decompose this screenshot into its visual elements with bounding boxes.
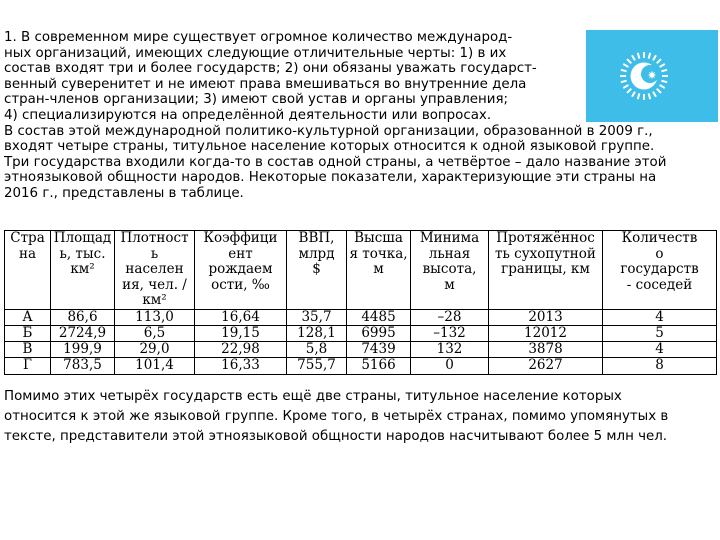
emblem-ray — [627, 59, 631, 63]
emblem-ray — [632, 55, 635, 60]
table-cell: 4 — [603, 309, 717, 325]
header-text: Площад — [53, 230, 112, 246]
header-text: Коэффици — [203, 230, 278, 246]
emblem-ray — [621, 70, 627, 72]
intro-line: состав входят три и более государств; 2) они обязаны уважать государст- — [4, 61, 537, 77]
table-cell: 4 — [603, 342, 717, 358]
table-cell: 3878 — [489, 342, 603, 358]
emblem-ray — [653, 92, 656, 97]
table-header-cell — [115, 231, 195, 310]
outro-line: Помимо этих четырёх государств есть ещё две страны, титульное население которых — [4, 389, 622, 404]
table-cell: –28 — [411, 309, 489, 325]
header-text: льная — [428, 245, 471, 262]
country-indicators-table — [4, 230, 717, 375]
table-header-cell — [5, 231, 51, 310]
table-cell: 16,64 — [195, 309, 287, 325]
emblem-ray — [660, 64, 665, 67]
emblem-ray — [623, 64, 628, 67]
header-text: Стра — [10, 230, 45, 246]
table-cell: 86,6 — [51, 309, 115, 325]
emblem-ray — [623, 85, 628, 88]
header-text: рождаем — [208, 261, 273, 277]
intro-line: 1. В современном мире существует огромное количество международ- — [4, 30, 513, 45]
table-cell: 35,7 — [287, 309, 347, 325]
crescent-star-emblem-icon — [586, 30, 718, 122]
table-cell: 101,4 — [115, 358, 195, 374]
header-text: населен — [125, 261, 184, 277]
header-text: границы, км — [501, 261, 590, 277]
header-text: высота, — [422, 261, 477, 277]
emblem-ray — [660, 85, 665, 88]
intro-line: ных организаций, имеющих следующие отличительные черты: 1) в их — [4, 45, 507, 61]
header-text: ь, тыс. — [59, 245, 106, 262]
header-text: - соседей — [626, 276, 693, 293]
table-cell: 113,0 — [115, 309, 195, 325]
table-cell: 8 — [603, 358, 717, 374]
table-cell: 2627 — [489, 358, 603, 374]
emblem-ray — [621, 81, 627, 83]
emblem-ray — [632, 92, 635, 97]
header-text: $ — [312, 261, 321, 277]
table-row — [5, 358, 717, 374]
intro-line: 2016 г., представлены в таблице. — [4, 185, 244, 201]
table-cell: Б — [5, 325, 51, 341]
organization-flag — [586, 30, 718, 122]
table-row — [5, 325, 717, 341]
header-text: Количеств — [621, 230, 698, 246]
table-header-cell — [287, 231, 347, 310]
table-cell: 755,7 — [287, 358, 347, 374]
emblem-ray — [657, 89, 661, 93]
table-header-cell — [489, 231, 603, 310]
emblem-ray — [661, 81, 667, 83]
intro-line: В состав этой международной политико-культурной организации, образованной в 2009 г., — [4, 123, 653, 139]
table-cell: 5 — [603, 325, 717, 341]
header-text: ости, ‰ — [211, 276, 270, 293]
header-text: на — [18, 245, 37, 262]
outro-line: тексте, представители этой этноязыковой общности народов насчитывают более 5 млн чел. — [4, 429, 668, 444]
header-text: о — [655, 245, 664, 262]
emblem-ray — [657, 59, 661, 63]
intro-line: венный суверенитет и не имеют права вмешиваться во внутренние дела — [4, 76, 527, 92]
header-text: Минима — [419, 230, 480, 246]
table-cell: Г — [5, 358, 51, 374]
intro-line: входят четыре страны, титульное население которых относится к одной языковой группе. — [4, 139, 655, 155]
table-cell: 2724,9 — [51, 325, 115, 341]
table-header-cell — [347, 231, 411, 310]
emblem-ray — [661, 70, 667, 72]
table-cell: В — [5, 342, 51, 358]
emblem-star — [648, 71, 657, 80]
outro-line: относится к этой же языковой группе. Кроме того, в четырёх странах, помимо упомянутых в — [4, 409, 669, 424]
table-cell: 19,15 — [195, 325, 287, 341]
table-cell: 22,98 — [195, 342, 287, 358]
header-text: Протяжённос — [496, 230, 595, 246]
table-cell: 783,5 — [51, 358, 115, 374]
table-cell: 128,1 — [287, 325, 347, 341]
header-text: Плотност — [120, 230, 189, 246]
emblem-ray — [627, 89, 631, 93]
emblem-ray — [638, 93, 640, 99]
header-text: государств — [620, 261, 699, 277]
emblem-ray — [649, 93, 651, 99]
table-cell: 132 — [411, 342, 489, 358]
header-text: млрд — [298, 245, 335, 262]
header-text: Высша — [354, 230, 403, 246]
table-cell: 12012 — [489, 325, 603, 341]
header-text: км² — [142, 292, 167, 308]
header-text: ия, чел. / — [122, 276, 187, 293]
header-text: ВВП, — [298, 230, 335, 246]
header-text: ть сухопутной — [495, 245, 596, 262]
table-header-cell — [195, 231, 287, 310]
table-cell: 2013 — [489, 309, 603, 325]
header-text: м — [373, 261, 384, 277]
table-cell: А — [5, 309, 51, 325]
header-text: км² — [70, 261, 95, 277]
table-cell: 29,0 — [115, 342, 195, 358]
intro-line: Три государства входили когда-то в состав одной страны, а четвёртое – дало название этой — [4, 154, 667, 170]
emblem-ray — [649, 53, 651, 59]
table-cell: 16,33 — [195, 358, 287, 374]
table-header-cell — [603, 231, 717, 310]
table-cell: 6995 — [347, 325, 411, 341]
intro-line: стран-членов организации; 3) имеют свой устав и органы управления; — [4, 92, 509, 108]
table-cell: 7439 — [347, 342, 411, 358]
emblem-ray — [638, 53, 640, 59]
outro-text — [4, 387, 716, 447]
header-text: ь — [150, 245, 159, 262]
table-cell: 6,5 — [115, 325, 195, 341]
header-text: м — [444, 276, 455, 293]
table-header-row — [5, 231, 717, 310]
table-header-cell — [411, 231, 489, 310]
header-text: ент — [228, 245, 253, 262]
table-cell: 199,9 — [51, 342, 115, 358]
table-cell: 0 — [411, 358, 489, 374]
table-header-cell — [51, 231, 115, 310]
table-cell: 5166 — [347, 358, 411, 374]
table-cell: –132 — [411, 325, 489, 341]
intro-line: этноязыковой общности народов. Некоторые показатели, характеризующие эти страны на — [4, 170, 657, 186]
header-text: я точка, — [349, 245, 408, 262]
table-cell: 4485 — [347, 309, 411, 325]
table-cell: 5,8 — [287, 342, 347, 358]
intro-line: 4) специализируются на определённой деятельности или вопросах. — [4, 107, 492, 123]
emblem-ray — [653, 55, 656, 60]
table-row — [5, 342, 717, 358]
table-row — [5, 309, 717, 325]
